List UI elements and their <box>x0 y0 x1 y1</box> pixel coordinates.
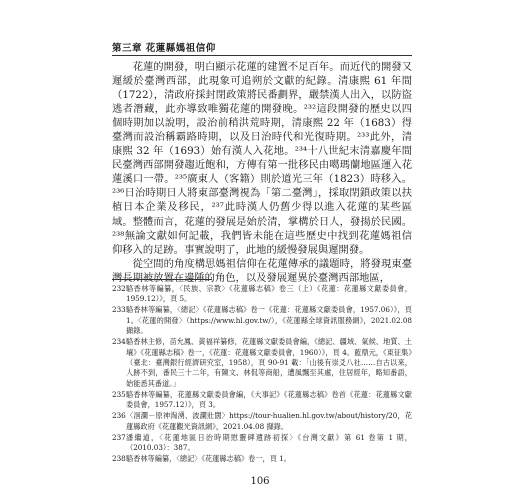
footnote <box>112 390 412 411</box>
footnote-number: 236 <box>112 411 126 421</box>
header-rule <box>112 55 412 56</box>
footnote-number: 238 <box>112 454 126 464</box>
body-paragraph: 從空間的角度構思媽祖信仰在花蓮傳承的議題時，將發現東臺灣長期被放置在邊陲的角色，以及發展遲異於臺灣西部地區， <box>112 257 412 284</box>
footnote-text: 〈洄瀾－原神淘湧、波瀾壯闊〉https://tour-hualien.hl.gov.tw/about/history/20，花蓮縣政府《花蓮觀光資訊網》，2021.04.08 擷錄。 <box>126 411 412 431</box>
footnote <box>112 433 412 454</box>
main-text <box>112 60 412 285</box>
footnote <box>112 284 412 305</box>
footnote-text: 潘繼道，〈花蓮地區日治時期慰靈碑遺跡初探〉《台灣文獻》第 61 卷第 1 期，（2010.03）：387。 <box>126 432 412 453</box>
footnote <box>112 454 412 464</box>
footnote-number: 235 <box>112 389 126 399</box>
footnote <box>112 337 412 389</box>
chapter-header: 第三章 花蓮縣媽祖信仰 <box>112 43 216 54</box>
footnote-number: 237 <box>112 432 126 442</box>
footnote-text: 駱香林等編纂，〈總記〉《花蓮縣志稿》卷一《花蓮：花蓮縣文獻委員會，1957.06）》，頁 1。〈花蓮的開發〉（https://www.hl.gov.tw/），《花蓮縣全球資訊服務網》，2021.02.08 擷錄。 <box>126 305 412 336</box>
footnote-number: 232 <box>112 284 126 293</box>
footnote <box>112 411 412 432</box>
footnotes <box>112 284 412 465</box>
footnote-text: 駱香林等編纂，〈民族、宗教〉《花蓮縣志稿》卷三（上）《花蓮：花蓮縣文獻委員會，1959.12）》，頁 5。 <box>126 284 412 304</box>
page-number: 106 <box>250 476 270 487</box>
footnote <box>112 305 412 336</box>
footnote-text: 駱香林主修，苗允鳳、黃福祥纂修，花蓮縣文獻委員會編，《總記、疆域、氣候、地質、土壤》《花蓮縣志稿》卷一，《花蓮：花蓮縣文獻委員會，1960）》，頁 4。藍鼎元，《東征集》（臺北：臺灣銀行經濟研究室，1958），頁 90-91 載：「山後有崇爻八社……自古以來，人跡不到，番民三十二年，有陳文、林侃等商船，遭風飄至其處，住居經年，略知番語，始能悉其番道。」 <box>126 337 412 388</box>
footnote-number: 233 <box>112 305 126 315</box>
footnote-text: 駱香林等編纂，〈總記〉《花蓮縣志稿》卷一，頁 1。 <box>126 454 291 464</box>
footnote-number: 234 <box>112 337 126 347</box>
body-paragraph: 花蓮的開發，明白顯示花蓮的建置不足百年。而近代的開發又遲緩於臺灣西部，此現象可追朔於文獻的紀錄。清康熙 61 年間（1722），清政府採封閉政策將民番劃界，嚴禁漢人出入，以防盜逃者潛藏，此亦導致唯獨花蓮的開發晚。²³²這段開發的歷史以四個時期加以說明，設治前稍洪荒時期，清康熙 22 年（1683）得臺灣而設治稱霸路時期，以及日治時代和光復時期。²³³此外，清康熙 32 年（1693）始有漢人入花地。²³⁴十八世紀末清嘉慶年間民臺灣西部開發趨近飽和，方傳有第一批移民由噶瑪蘭地區運入花蓮溪口一帶。²³⁵廣東人（客籍）則於道光三年（1823）時移入。²³⁶日治時期日人將東部臺灣視為「第二臺灣」，採取閉鎖政策以扶植日本企業及移民，²³⁷此時漢人仍舊少得以進入花蓮的某些區域。整體而言，花蓮的發展是始於清，掌構於日人，發揚於民國。²³⁸無論文獻如何記載，我們皆未能在這些歷史中找到花蓮媽祖信仰移入的足跡。事實說明了，此地的緩慢發展與遲開發。 <box>112 61 412 256</box>
footnote-divider <box>112 279 212 280</box>
footnote-text: 駱香林等編纂，花蓮縣文獻委員會編，《大事記》《花蓮縣志稿》卷首《花蓮：花蓮縣文獻委員會，1957.12）》，頁 3。 <box>126 389 412 410</box>
